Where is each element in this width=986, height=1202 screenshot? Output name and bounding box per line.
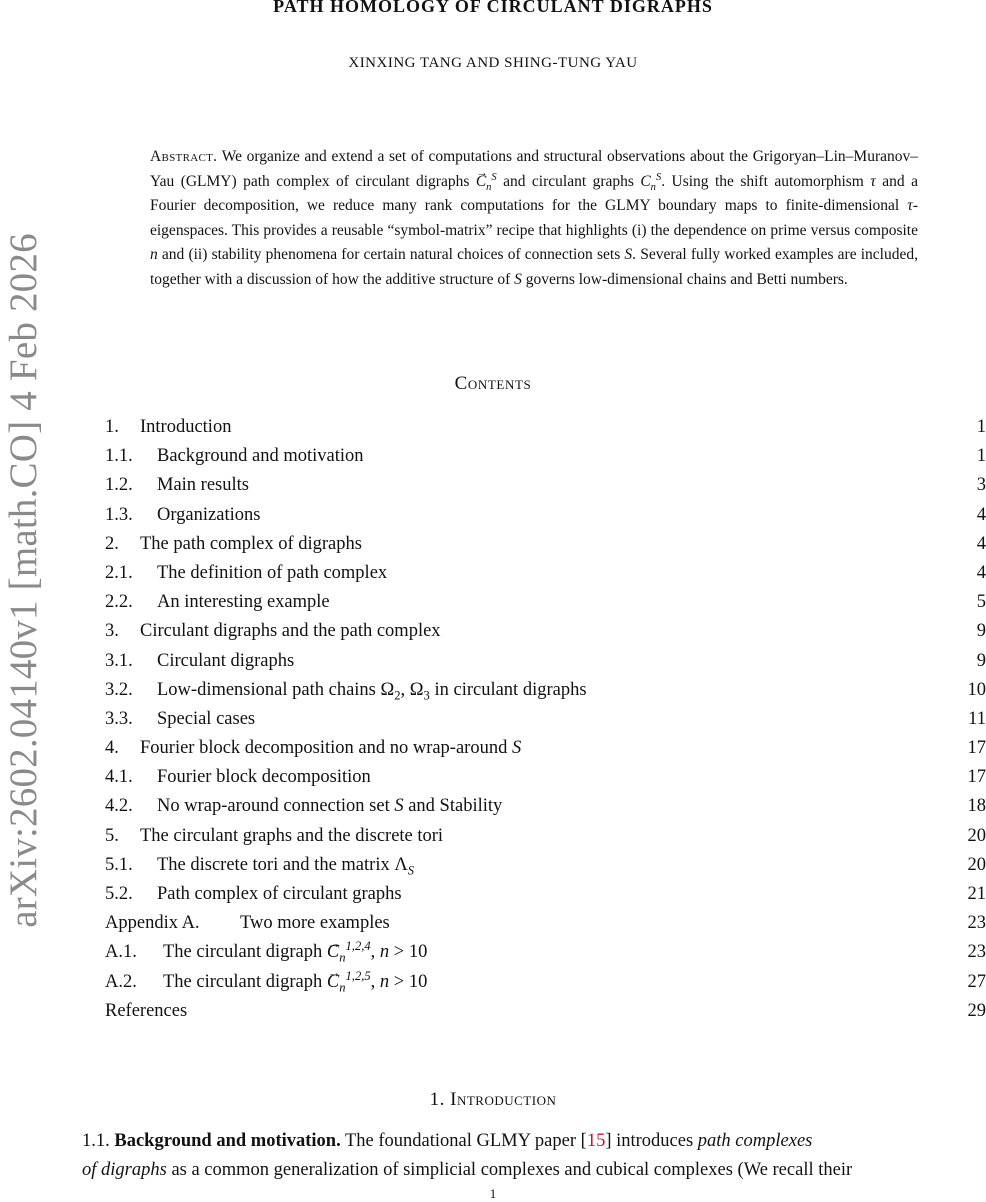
toc-entry-title: The circulant digraph → $C_n^{1,2,4}$, n > 10 — [163, 938, 427, 967]
toc-entry-label — [105, 792, 502, 821]
toc-entry[interactable] — [105, 705, 986, 734]
toc-entry[interactable] — [105, 501, 986, 530]
toc-entry-page: 3 — [977, 471, 986, 500]
toc-entry-label — [105, 734, 521, 763]
toc-entry-number: 1.3. — [105, 501, 157, 530]
abstract-label: Abstract. — [150, 148, 217, 165]
toc-entry-title: An interesting example — [157, 588, 330, 617]
toc-entry[interactable] — [105, 442, 986, 471]
toc-entry-number: 1.2. — [105, 471, 157, 500]
toc-entry[interactable] — [105, 734, 986, 763]
abstract — [150, 145, 918, 292]
toc-entry-label — [105, 442, 364, 471]
toc-entry[interactable] — [105, 530, 986, 559]
toc-entry-page: 9 — [977, 617, 986, 646]
toc-entry[interactable] — [105, 413, 986, 442]
toc-entry-title: Special cases — [157, 705, 255, 734]
section-heading-introduction: 1. Introduction — [0, 1089, 986, 1111]
toc-entry-title: Organizations — [157, 501, 260, 530]
introduction-text — [82, 1127, 986, 1185]
toc-entry-number: 2.2. — [105, 588, 157, 617]
toc-entry[interactable] — [105, 880, 986, 909]
toc-entry-page: 27 — [968, 968, 986, 997]
toc-entry-title: Two more examples — [240, 909, 390, 938]
toc-entry[interactable] — [105, 559, 986, 588]
toc-entry-page: 23 — [968, 938, 986, 967]
page-number: 1 — [0, 1186, 986, 1202]
toc-entry-title: Fourier block decomposition and no wrap-around S — [140, 734, 521, 763]
paper-authors: XINXING TANG AND SHING-TUNG YAU — [0, 55, 986, 72]
toc-entry-label — [105, 413, 231, 442]
toc-entry-label — [105, 676, 587, 705]
toc-entry-page: 29 — [968, 997, 986, 1026]
toc-entry-title: Low-dimensional path chains $\Omega_2$, $\Omega_3$ in circulant digraphs — [157, 676, 587, 705]
toc-entry-page: 4 — [977, 501, 986, 530]
toc-entry-page: 17 — [968, 763, 986, 792]
toc-entry-page: 20 — [968, 822, 986, 851]
toc-entry-title: No wrap-around connection set S and Stability — [157, 792, 502, 821]
toc-entry-label — [105, 851, 414, 880]
table-of-contents — [105, 413, 986, 1026]
toc-entry-number: 3. — [105, 617, 140, 646]
toc-entry-title: References — [105, 997, 187, 1026]
toc-entry-number: 2.1. — [105, 559, 157, 588]
toc-entry-page: 4 — [977, 530, 986, 559]
toc-entry[interactable] — [105, 763, 986, 792]
toc-entry-title: The path complex of digraphs — [140, 530, 362, 559]
toc-entry[interactable] — [105, 822, 986, 851]
toc-entry-title: Path complex of circulant graphs — [157, 880, 402, 909]
toc-entry-number: 4. — [105, 734, 140, 763]
toc-entry-number: 3.1. — [105, 647, 157, 676]
arxiv-stamp: arXiv:2602.04140v1 [math.CO] 4 Feb 2026 — [1, 230, 45, 930]
toc-entry-label — [105, 968, 427, 997]
toc-entry-page: 20 — [968, 851, 986, 880]
toc-entry-number: 5. — [105, 822, 140, 851]
toc-entry-title: The discrete tori and the matrix $\Lambda_S$ — [157, 851, 414, 880]
toc-entry[interactable] — [105, 968, 986, 997]
toc-entry-title: Introduction — [140, 413, 231, 442]
toc-entry-page: 1 — [977, 442, 986, 471]
toc-entry-title: Background and motivation — [157, 442, 364, 471]
toc-entry-number: 4.1. — [105, 763, 157, 792]
toc-entry-page: 10 — [968, 676, 986, 705]
paper-title: PATH HOMOLOGY OF CIRCULANT DIGRAPHS — [0, 0, 986, 17]
toc-entry-number: 2. — [105, 530, 140, 559]
toc-entry[interactable] — [105, 647, 986, 676]
toc-entry-number: Appendix A. — [105, 909, 240, 938]
toc-entry-label — [105, 501, 260, 530]
toc-entry[interactable] — [105, 851, 986, 880]
toc-entry-label — [105, 471, 249, 500]
toc-entry-page: 23 — [968, 909, 986, 938]
toc-entry-title: Circulant digraphs — [157, 647, 294, 676]
toc-entry-number: A.2. — [105, 968, 163, 997]
toc-entry-number: 1.1. — [105, 442, 157, 471]
toc-entry-label — [105, 705, 255, 734]
toc-entry-label — [105, 530, 362, 559]
toc-entry-title: The circulant digraph → $C_n^{1,2,5}$, n > 10 — [163, 968, 427, 997]
toc-entry-number: 1. — [105, 413, 140, 442]
toc-entry-label — [105, 763, 371, 792]
toc-entry-title: The definition of path complex — [157, 559, 387, 588]
toc-entry[interactable] — [105, 588, 986, 617]
toc-entry-page: 21 — [968, 880, 986, 909]
toc-entry-label — [105, 997, 187, 1026]
toc-entry-label — [105, 617, 441, 646]
toc-entry-number: 5.1. — [105, 851, 157, 880]
toc-entry-title: The circulant graphs and the discrete tori — [140, 822, 443, 851]
abstract-text: We organize and extend a set of computations and structural observations about the Grigoryan–Lin–Muranov–Yau (GLMY) path complex of circulant digraphs → $C_n^S$ and circulant graphs $C_n^S$. Using the shift automorphism τ and a Fourier decomposition, we reduce many rank computations for the GLMY boundary maps to finite-dimensional τ-eigenspaces. This provides a reusable “symbol-matrix” recipe that highlights (i) the dependence on prime versus composite n and (ii) stability phenomena for certain natural choices of connection sets S. Several fully worked examples are included, together with a discussion of how the additive structure of S governs low-dimensional chains and Betti numbers. — [150, 148, 918, 288]
toc-entry[interactable] — [105, 792, 986, 821]
toc-entry[interactable] — [105, 676, 986, 705]
toc-entry-label — [105, 909, 390, 938]
toc-entry-label — [105, 559, 387, 588]
intro-line-2: of digraphs as a common generalization of simplicial complexes and cubical complexes (We recall their — [82, 1156, 986, 1185]
contents-heading: Contents — [0, 373, 986, 395]
toc-entry-title: Main results — [157, 471, 249, 500]
toc-entry[interactable] — [105, 617, 986, 646]
toc-entry[interactable] — [105, 938, 986, 967]
toc-entry-page: 18 — [968, 792, 986, 821]
subsection-title: Background and motivation. — [114, 1131, 340, 1151]
toc-entry-number: 3.3. — [105, 705, 157, 734]
intro-line-1: 1.1. Background and motivation. The foundational GLMY paper [15] introduces path complexes — [82, 1127, 986, 1156]
toc-entry-page: 4 — [977, 559, 986, 588]
toc-entry-page: 5 — [977, 588, 986, 617]
toc-entry-number: 3.2. — [105, 676, 157, 705]
toc-entry-title: Fourier block decomposition — [157, 763, 371, 792]
toc-entry-number: 4.2. — [105, 792, 157, 821]
toc-entry-label — [105, 647, 294, 676]
toc-entry-page: 9 — [977, 647, 986, 676]
citation-link[interactable]: 15 — [587, 1131, 606, 1151]
toc-entry[interactable] — [105, 997, 986, 1026]
toc-entry[interactable] — [105, 471, 986, 500]
toc-entry-label — [105, 880, 402, 909]
toc-entry-number: A.1. — [105, 938, 163, 967]
toc-entry[interactable] — [105, 909, 986, 938]
toc-entry-title: Circulant digraphs and the path complex — [140, 617, 441, 646]
toc-entry-page: 1 — [977, 413, 986, 442]
toc-entry-label — [105, 938, 427, 967]
toc-entry-label — [105, 588, 330, 617]
toc-entry-page: 11 — [968, 705, 986, 734]
toc-entry-label — [105, 822, 443, 851]
toc-entry-page: 17 — [968, 734, 986, 763]
toc-entry-number: 5.2. — [105, 880, 157, 909]
